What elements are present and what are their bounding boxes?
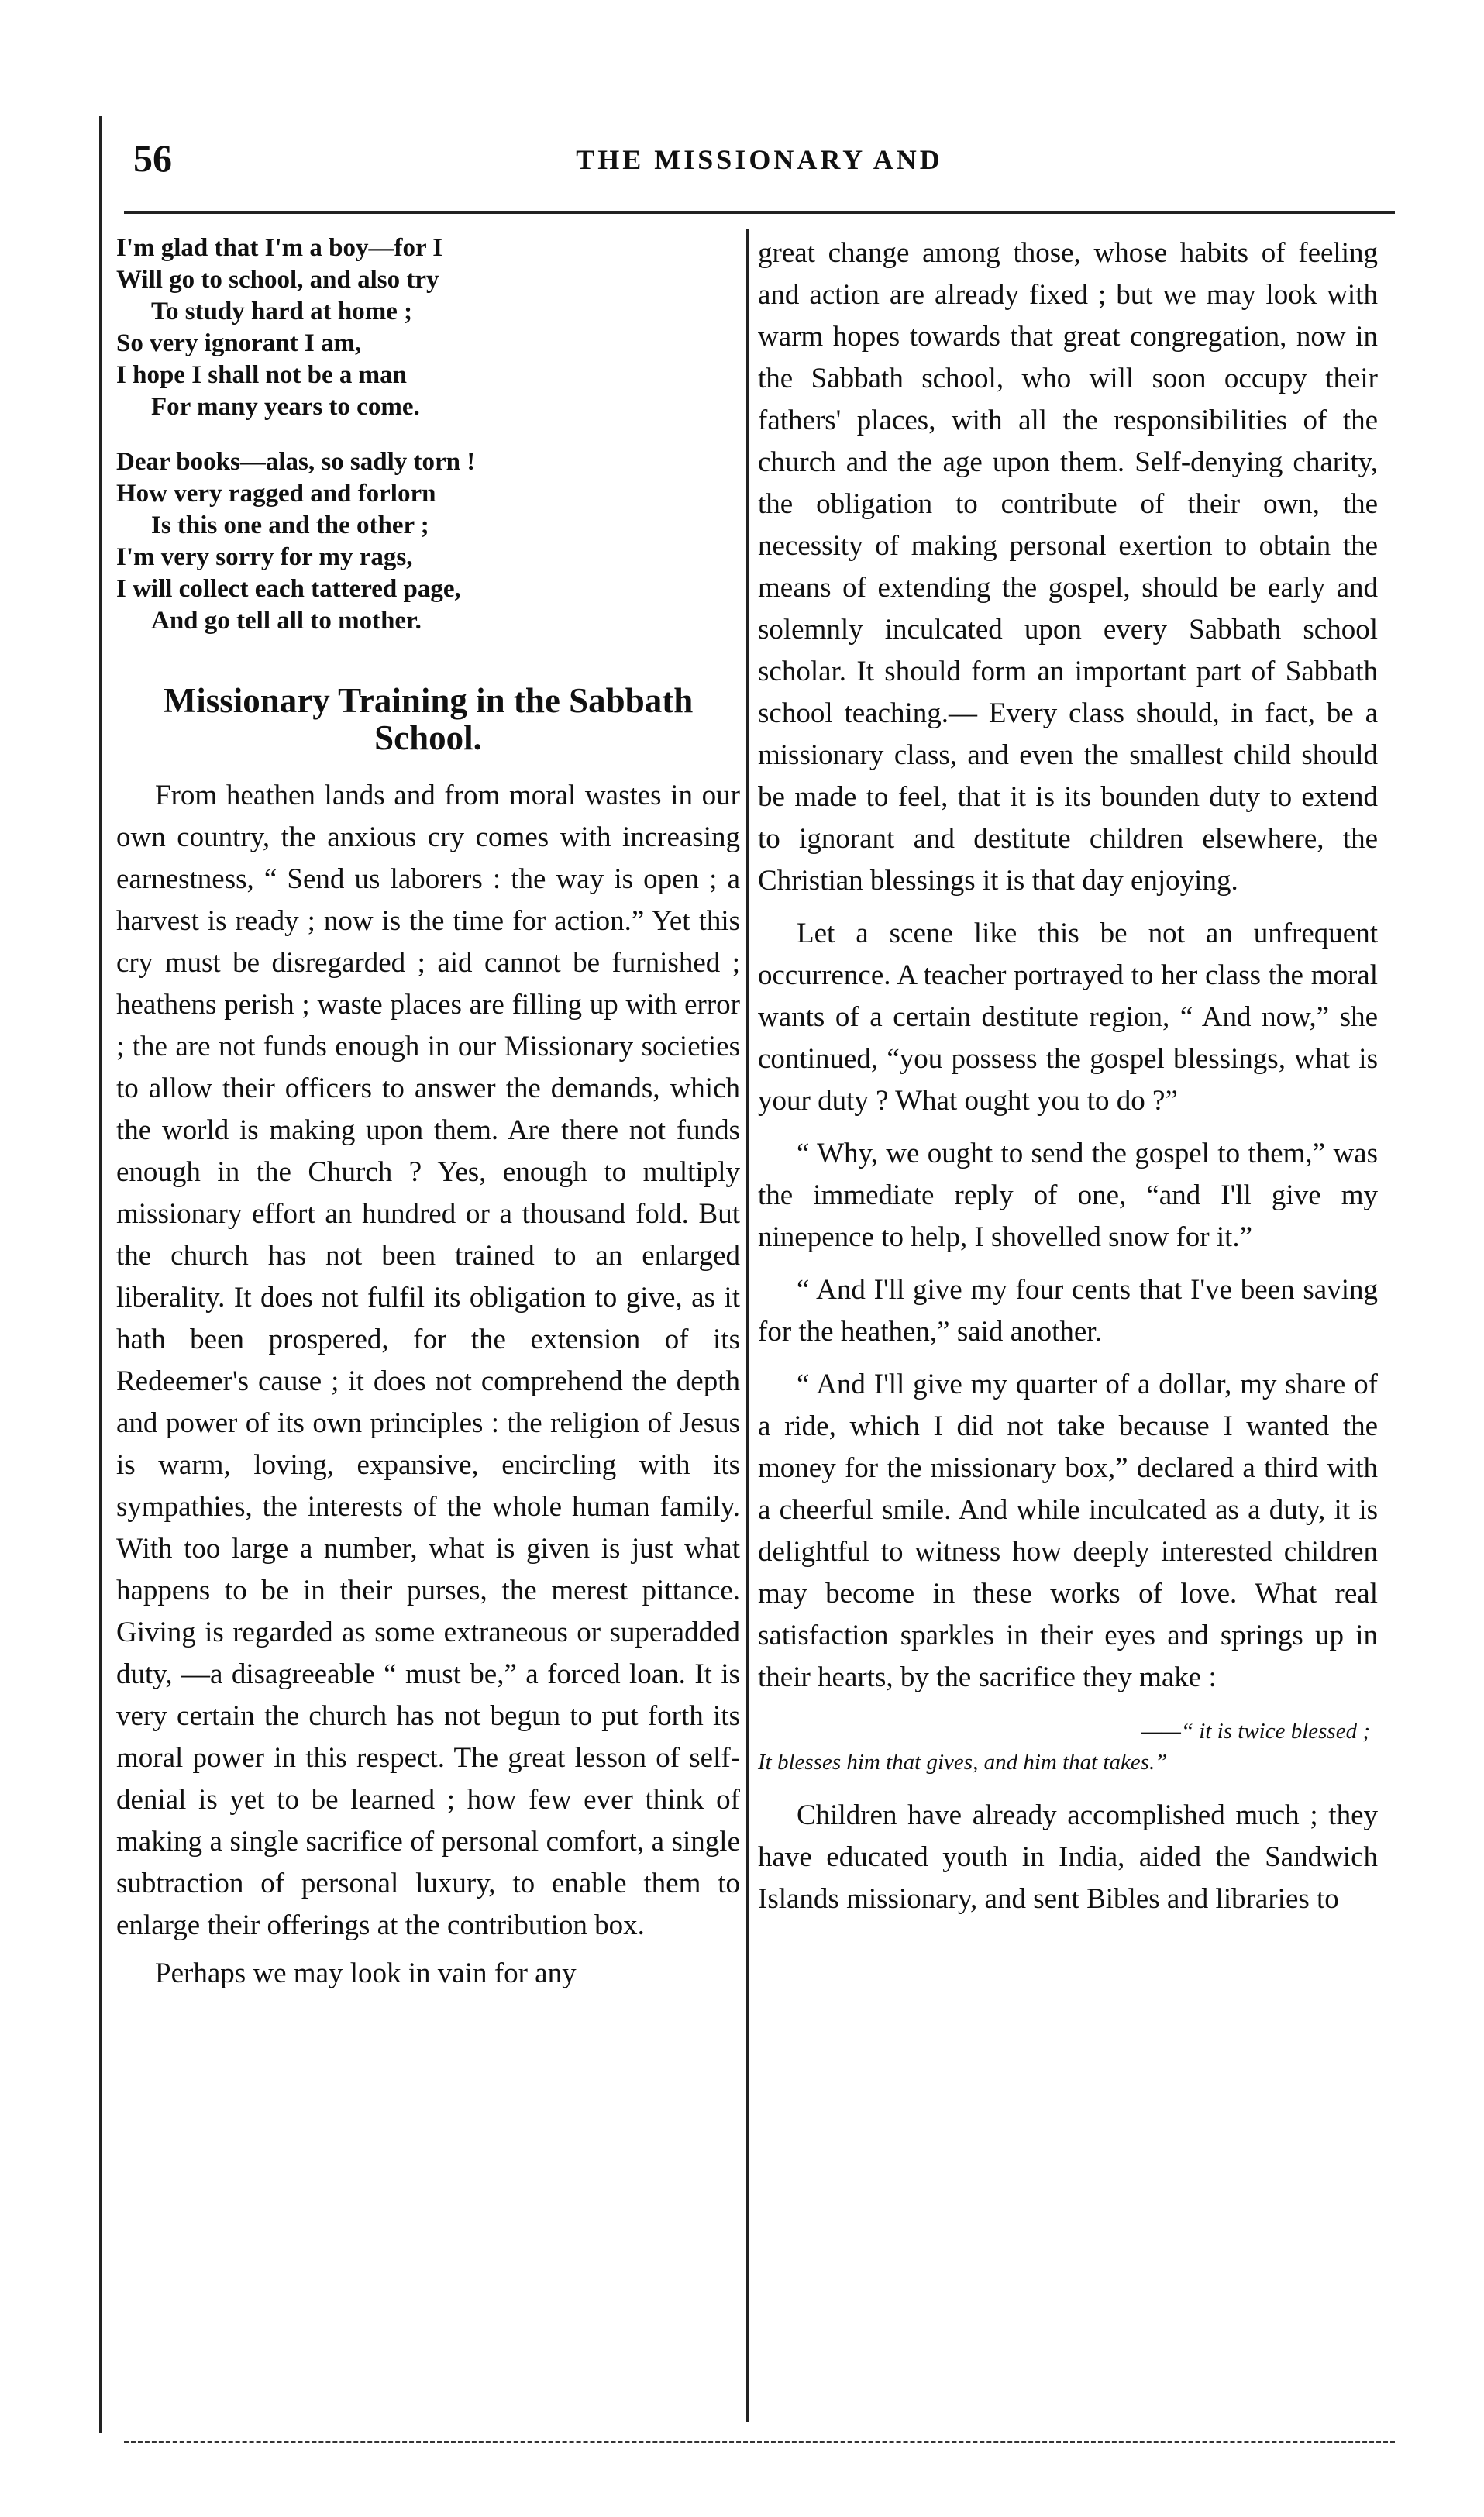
paragraph: great change among those, whose habits of feeling and action are already fixed ; but we may look with warm hopes towards that great congregation, now in the Sabbath school, who will soon occupy their fathers' places, with all the responsibilities of the church and the age upon them. Self-denying charity, the obligation to contribute of their own, the necessity of making personal exertion to obtain the means of extending the gospel, should be early and solemnly inculcated upon every Sabbath school scholar. It should form an important part of Sabbath school teaching.— Every class should, in fact, be a missionary class, and even the smallest child should be made to feel, that it is its bounden duty to extend to ignorant and destitute children elsewhere, the Christian blessings it is that day enjoying. [758,237,1378,897]
poem-line: I'm glad that I'm a boy—for I [116,234,443,262]
poem-line: So very ignorant I am, [116,329,362,357]
poem-stanza-1 [116,232,740,423]
poem-line: I will collect each tattered page, [116,575,461,603]
paragraph: Let a scene like this be not an unfrequent occurrence. A teacher portrayed to her class the moral wants of a certain destitute region, “ And now,” she continued, “you possess the gospel blessings, what is your duty ? What ought you to do ?” [758,918,1378,1117]
footer-rule [124,2441,1395,2446]
paragraph: Children have already accomplished much ; they have educated youth in India, aided the Sandwich Islands missionary, and sent Bibles and libraries to [758,1799,1378,1915]
right-column [758,232,1378,2402]
article-title: Missionary Training in the Sabbath School. [163,681,694,757]
poem-line: How very ragged and forlorn [116,480,436,508]
paragraph: “ And I'll give my quarter of a dollar, my share of a ride, which I did not take because I wanted the money for the missionary box,” declared a third with a cheerful smile. And while inculcated as a duty, it is delightful to witness how deeply interested children may become in these works of love. What real satisfaction sparkles in their eyes and springs up in their hearts, by the sacrifice they make : [758,1369,1378,1693]
margin-rule [99,116,102,2433]
poem [116,232,740,637]
poem-line: And go tell all to mother. [151,607,422,635]
paragraph: Perhaps we may look in vain for any [155,1957,577,1989]
running-head: THE MISSIONARY AND [576,144,943,175]
poem-line: For many years to come. [151,393,420,421]
paragraph: “ And I'll give my four cents that I've been saving for the heathen,” said another. [758,1274,1378,1348]
page-header [124,136,1395,198]
left-column [116,232,740,2402]
header-rule [124,211,1395,214]
poem-line: I'm very sorry for my rags, [116,543,413,571]
page-number: 56 [133,136,172,180]
quotation [758,1716,1378,1778]
poem-line: I hope I shall not be a man [116,361,408,389]
paragraph: “ Why, we ought to send the gospel to them,” was the immediate reply of one, “and I'll give my ninepence to help, I shovelled snow for it.” [758,1138,1378,1253]
column-divider [746,229,749,2422]
quote-line: It blesses him that gives, and him that takes.” [758,1750,1168,1775]
paragraph: From heathen lands and from moral wastes in our own country, the anxious cry comes with increasing earnestness, “ Send us laborers : the way is open ; a harvest is ready ; now is the time for action.” Yet this cry must be disregarded ; aid cannot be furnished ; heathens perish ; waste places are filling up with error ; the are not funds enough in our Missionary societies to allow their officers to answer the demands, which the world is making upon them. Are there not funds enough in the Church ? Yes, enough to multiply missionary effort an hundred or a thousand fold. But the church has not been trained to an enlarged liberality. It does not fulfil its obligation to give, as it hath been prospered, for the extension of its Redeemer's cause ; it does not comprehend the depth and power of its own principles : the religion of Jesus is warm, loving, expansive, encircling with its sympathies, the interests of the whole human family. With too large a number, what is given is just what happens to be in their purses, the merest pittance. Giving is regarded as some extraneous or superadded duty, —a disagreeable “ must be,” a forced loan. It is very certain the church has not begun to put forth its moral power in this respect. The great lesson of self-denial is yet to be learned ; how few ever think of making a single sacrifice of personal comfort, a single subtraction of personal luxury, to enable them to enlarge their offerings at the contribution box. [116,780,740,1941]
quote-line: ——“ it is twice blessed ; [1141,1719,1370,1744]
poem-line: Will go to school, and also try [116,266,439,294]
poem-stanza-2 [116,446,740,637]
poem-line: Dear books—alas, so sadly torn ! [116,448,476,476]
poem-line: To study hard at home ; [151,298,413,325]
poem-line: Is this one and the other ; [151,511,429,539]
